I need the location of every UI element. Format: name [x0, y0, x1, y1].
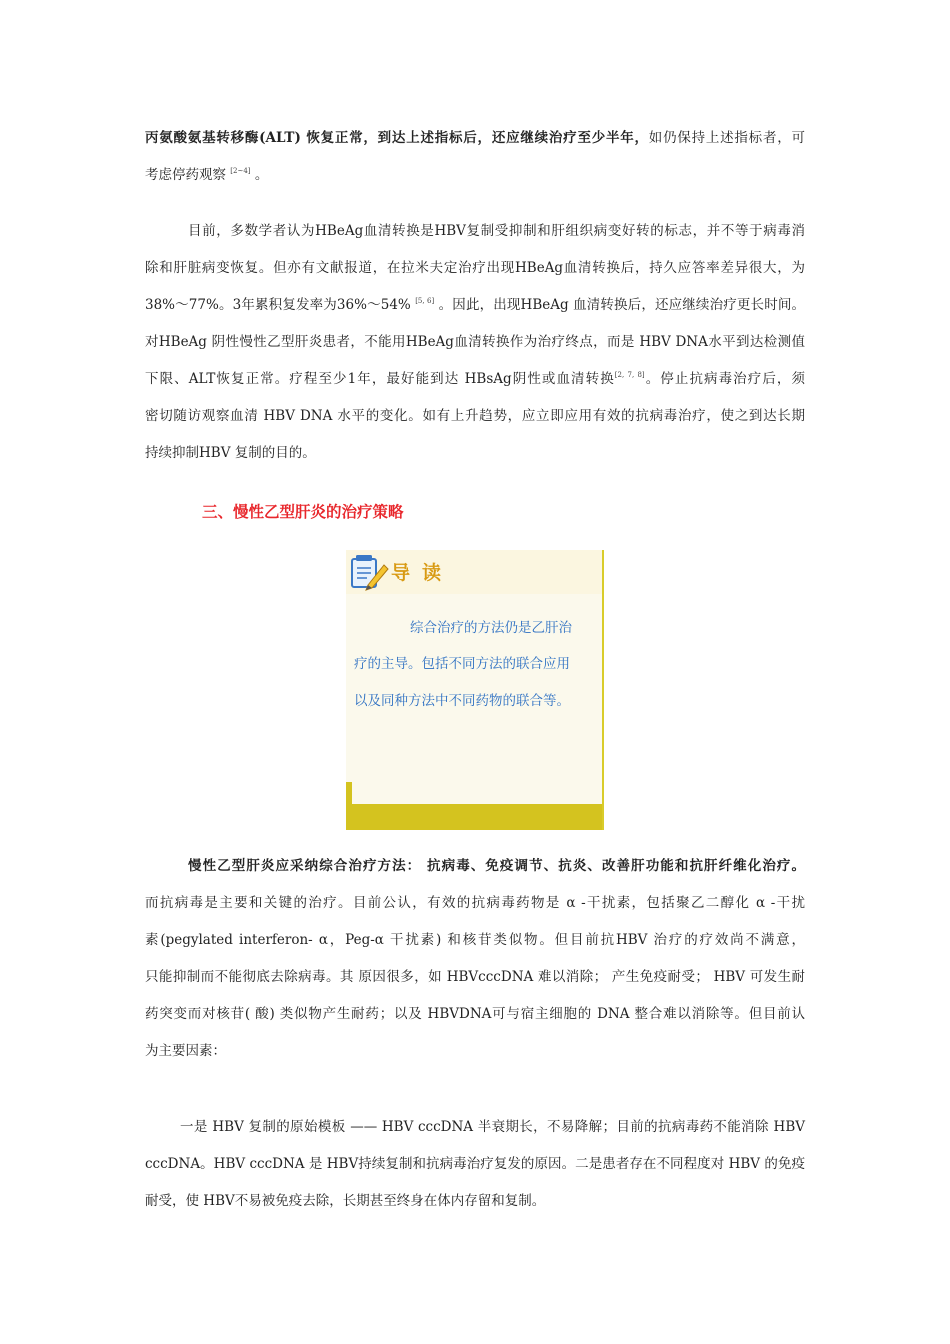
paragraph2-line5 — [145, 369, 805, 389]
paragraph4-line1: 一是 HBV 复制的原始模板 —— HBV cccDNA 半衰期长，不易降解；目前的抗病毒药不能消除 HBV — [180, 1119, 805, 1135]
paragraph3-line1: 慢性乙型肝炎应采纳综合治疗方法： 抗病毒、免疫调节、抗炎、改善肝功能和抗肝纤维化治疗。 — [188, 858, 805, 874]
guide-title: 导读 — [391, 562, 454, 584]
paragraph1-line1 — [145, 128, 805, 148]
notepad-pencil-icon — [348, 553, 390, 591]
paragraph4-line3: 耐受，使 HBV不易被免疫去除，长期甚至终身在体内存留和复制。 — [145, 1193, 546, 1209]
paragraph1-line2 — [145, 165, 805, 185]
paragraph2-line1: 目前，多数学者认为HBeAg血清转换是HBV复制受抑制和肝组织病变好转的标志，并不等于病毒消 — [188, 223, 805, 239]
paragraph3-line5: 药突变而对核苷( 酸) 类似物产生耐药；以及 HBVDNA可与宿主细胞的 DNA 整合难以消除等。但目前认 — [145, 1006, 805, 1022]
paragraph2-text: 38%～77%。3年累积复发率为36%～54% — [145, 297, 411, 313]
paragraph2-line4: 对HBeAg 阴性慢性乙型肝炎患者，不能用HBeAg血清转换作为治疗终点，而是 HBV DNA水平到达检测值 — [145, 334, 805, 350]
citation: [2, 7, 8] — [614, 371, 645, 379]
paragraph3-line6: 为主要因素： — [145, 1043, 226, 1059]
paragraph4-line2: cccDNA。HBV cccDNA 是 HBV持续复制和抗病毒治疗复发的原因。二是患者存在不同程度对 HBV 的免疫 — [145, 1156, 805, 1172]
paragraph1-bold-text: 丙氨酸氨基转移酶(ALT) 恢复正常，到达上述指标后，还应继续治疗至少半年， — [145, 130, 649, 146]
section-heading: 三、慢性乙型肝炎的治疗策略 — [202, 503, 404, 521]
paragraph2-line7: 持续抑制HBV 复制的目的。 — [145, 445, 316, 461]
guide-text-line2: 疗的主导。包括不同方法的联合应用 — [354, 656, 570, 672]
guide-right-border — [602, 550, 604, 830]
guide-footer-notch — [346, 772, 352, 782]
citation: [5, 6] — [415, 297, 435, 305]
guide-footer-notch — [352, 772, 602, 804]
paragraph3-line4: 只能抑制而不能彻底去除病毒。其 原因很多，如 HBVcccDNA 难以消除； 产生免疫耐受； HBV 可发生耐 — [145, 969, 805, 985]
paragraph2-line6: 密切随访观察血清 HBV DNA 水平的变化。如有上升趋势，应立即应用有效的抗病毒治疗，使之到达长期 — [145, 408, 805, 424]
guide-text-line3: 以及同种方法中不同药物的联合等。 — [354, 693, 570, 709]
paragraph2-text: 。因此，出现HBeAg 血清转换后，还应继续治疗更长时间。 — [438, 297, 806, 313]
paragraph1-text: 。 — [254, 167, 269, 183]
paragraph3-line2: 而抗病毒是主要和关键的治疗。目前公认，有效的抗病毒药物是 α -干扰素，包括聚乙二醇化 α -干扰 — [145, 895, 805, 911]
paragraph2-text: 。停止抗病毒治疗后，须 — [644, 371, 805, 387]
paragraph2-line2: 除和肝脏病变恢复。但亦有文献报道，在拉米夫定治疗出现HBeAg血清转换后，持久应答率差异很大，为 — [145, 260, 805, 276]
paragraph1-text: 如仍保持上述指标者，可 — [648, 130, 805, 146]
paragraph3-line3: 素(pegylated interferon- α，Peg-α 干扰素) 和核苷类似物。但目前抗HBV 治疗的疗效尚不满意， — [145, 932, 805, 948]
citation: [2~4] — [230, 167, 251, 175]
paragraph1-text: 考虑停药观察 — [145, 167, 226, 183]
guide-text-line1: 综合治疗的方法仍是乙肝治 — [410, 620, 572, 636]
guide-box — [346, 550, 604, 830]
paragraph2-text: 下限、ALT恢复正常。疗程至少1年，最好能到达 HBsAg阴性或血清转换 — [145, 371, 615, 387]
paragraph2-line3 — [145, 295, 805, 315]
